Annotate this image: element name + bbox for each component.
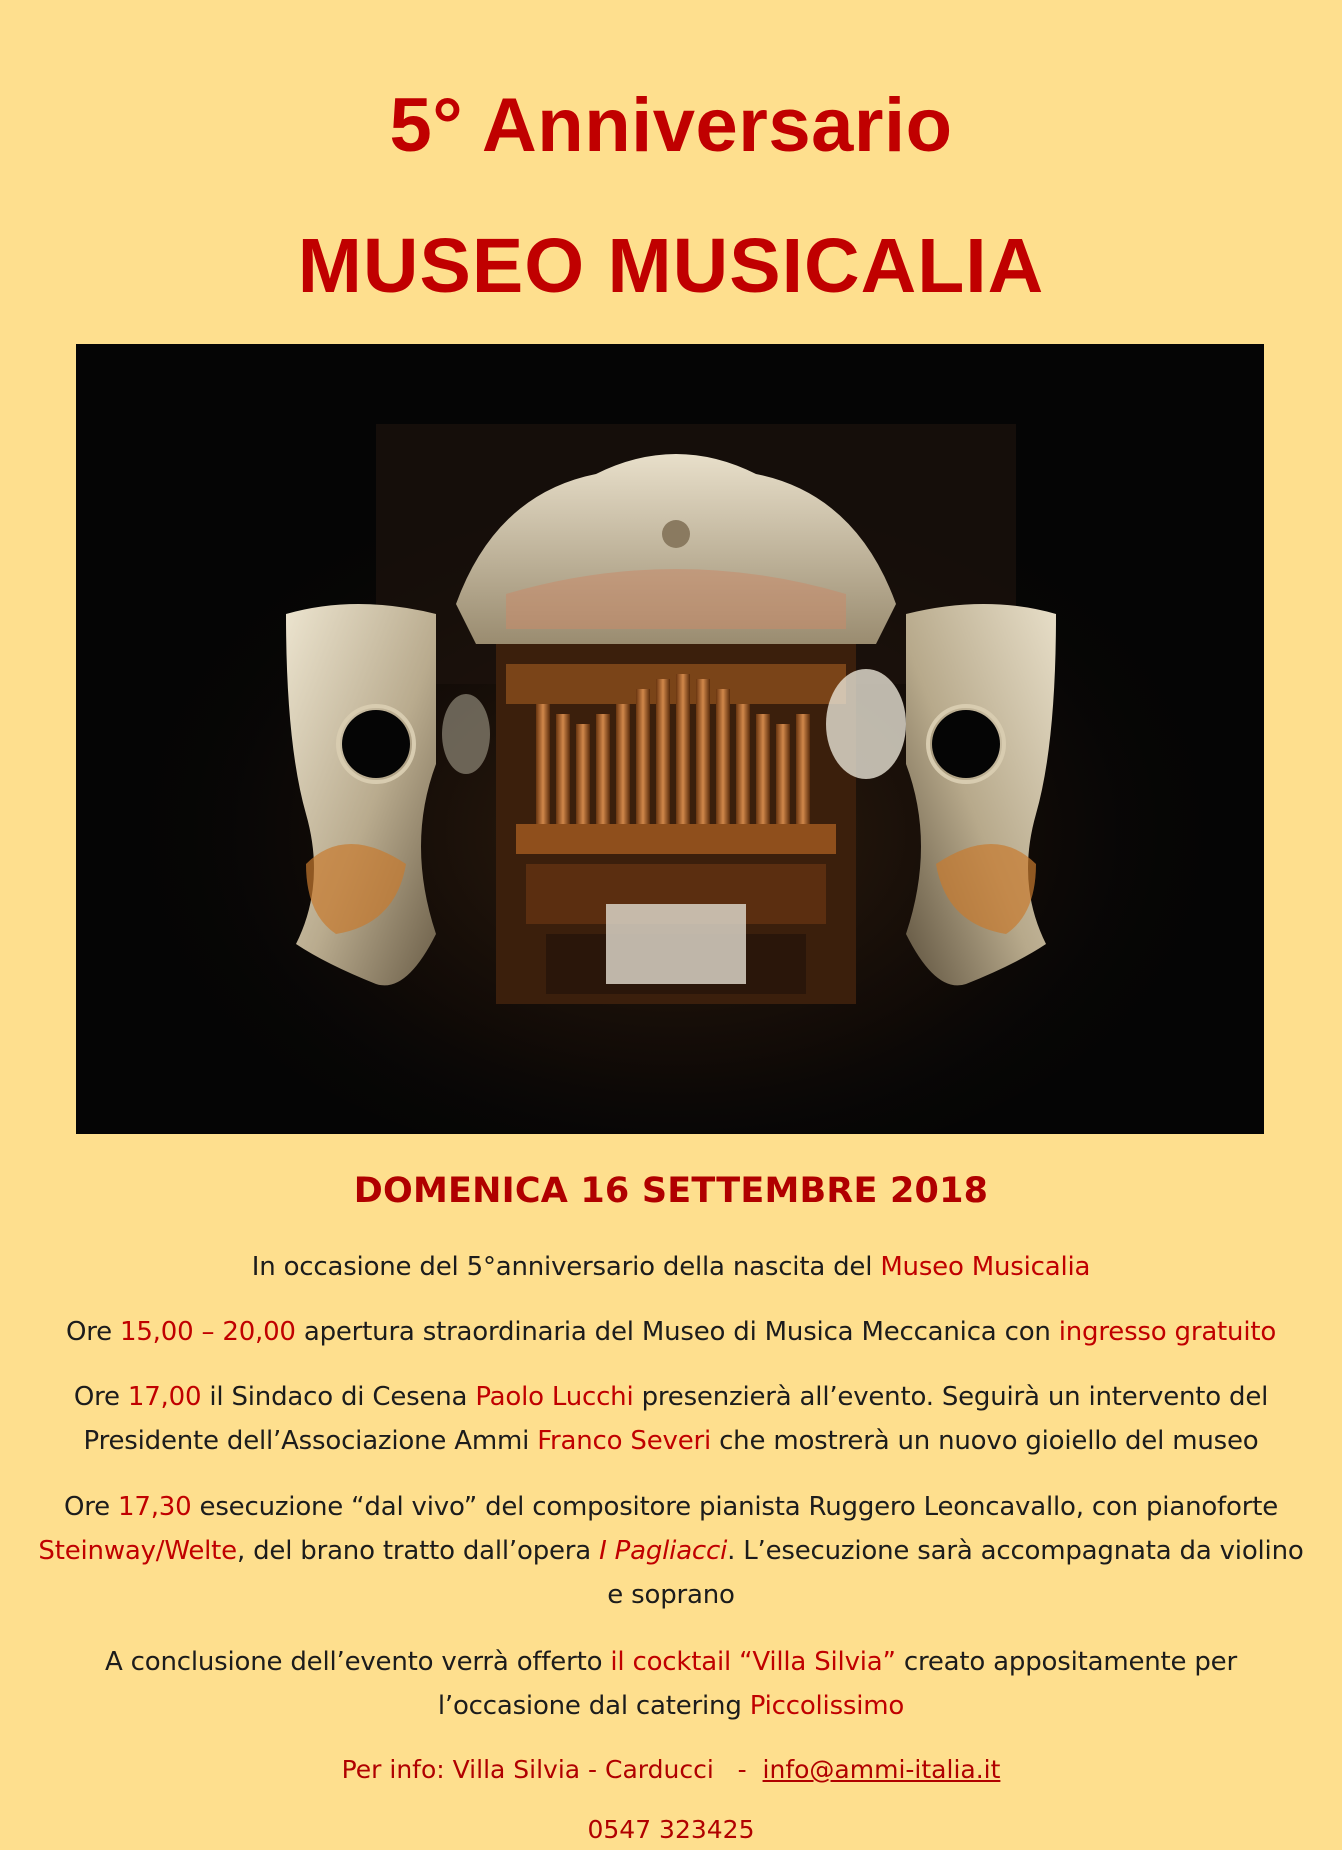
closing-text-2: creato appositamente per bbox=[895, 1647, 1237, 1677]
opening-text: Ore bbox=[65, 1317, 120, 1347]
cocktail-name: il cocktail “Villa Silvia” bbox=[610, 1647, 896, 1677]
museum-name-highlight: Museo Musicalia bbox=[880, 1252, 1091, 1282]
piano-brand: Steinway/Welte bbox=[38, 1536, 237, 1566]
mayor-text-3: presenzierà all’evento. Seguirà un intervento del bbox=[633, 1382, 1269, 1412]
contact-label: Per info: Villa Silvia - Carducci - bbox=[341, 1755, 763, 1784]
opening-hours-paragraph bbox=[0, 1310, 1342, 1354]
mechanical-organ-photo bbox=[76, 344, 1264, 1134]
intro-paragraph bbox=[0, 1245, 1342, 1289]
email-link[interactable]: info@ammi-italia.it bbox=[762, 1755, 1001, 1784]
intro-text: In occasione del 5°anniversario della nascita del bbox=[251, 1252, 881, 1282]
closing-paragraph bbox=[0, 1640, 1342, 1728]
president-text-2: che mostrerà un nuovo gioiello del museo bbox=[711, 1426, 1259, 1456]
mayor-paragraph bbox=[0, 1375, 1342, 1463]
catering-name: Piccolissimo bbox=[749, 1691, 905, 1721]
contact-info bbox=[0, 1750, 1342, 1790]
opening-description: apertura straordinaria del Museo di Musica Meccanica con bbox=[295, 1317, 1059, 1347]
event-date: DOMENICA 16 SETTEMBRE 2018 bbox=[353, 1171, 989, 1211]
performance-text-4: . L’esecuzione sarà accompagnata da violino bbox=[727, 1536, 1304, 1566]
closing-text-3: l’occasione dal catering bbox=[437, 1691, 750, 1721]
president-name: Franco Severi bbox=[537, 1426, 712, 1456]
mayor-text: Ore bbox=[73, 1382, 128, 1412]
free-entry-highlight: ingresso gratuito bbox=[1058, 1317, 1277, 1347]
performance-paragraph bbox=[0, 1485, 1342, 1617]
president-text: Presidente dell’Associazione Ammi bbox=[83, 1426, 538, 1456]
mayor-text-2: il Sindaco di Cesena bbox=[201, 1382, 476, 1412]
organ-illustration bbox=[76, 344, 1264, 1134]
performance-text-2: esecuzione “dal vivo” del compositore pianista Ruggero Leoncavallo, con pianoforte bbox=[191, 1492, 1278, 1522]
museum-title: MUSEO MUSICALIA bbox=[297, 223, 1045, 309]
opening-hours-time: 15,00 – 20,00 bbox=[119, 1317, 296, 1347]
performance-text-5: e soprano bbox=[607, 1580, 735, 1610]
closing-text: A conclusione dell’evento verrà offerto bbox=[105, 1647, 611, 1677]
mayor-name: Paolo Lucchi bbox=[475, 1382, 634, 1412]
performance-text: Ore bbox=[63, 1492, 119, 1522]
performance-time: 17,30 bbox=[118, 1492, 192, 1522]
mayor-time: 17,00 bbox=[127, 1382, 202, 1412]
anniversary-title: 5° Anniversario bbox=[389, 83, 953, 168]
opera-title: I Pagliacci bbox=[599, 1536, 728, 1566]
performance-text-3: , del brano tratto dall’opera bbox=[236, 1536, 600, 1566]
phone-number: 0547 323425 bbox=[587, 1815, 755, 1844]
